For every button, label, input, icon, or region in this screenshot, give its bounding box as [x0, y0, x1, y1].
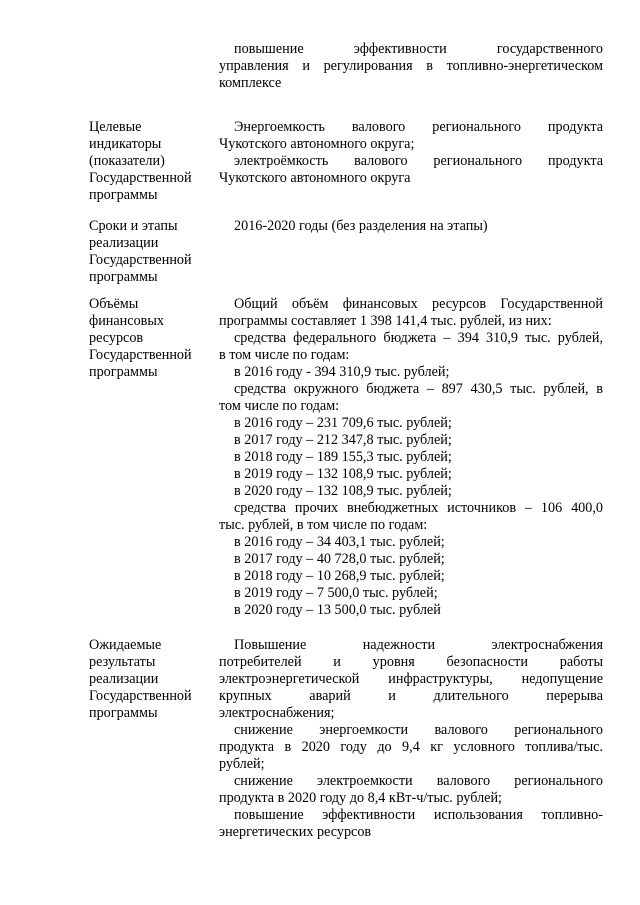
- paragraph: [219, 637, 603, 722]
- section-label: [89, 637, 214, 722]
- text-line: управления и регулирования в топливно-энергетическом: [219, 58, 603, 74]
- text-line: электроёмкость валового регионального продукта: [234, 153, 603, 169]
- text-line: в 2020 году – 13 500,0 тыс. рублей: [234, 602, 441, 618]
- text-line: в 2019 году – 132 108,9 тыс. рублей;: [234, 466, 452, 482]
- text-line: в 2017 году – 40 728,0 тыс. рублей;: [234, 551, 445, 567]
- paragraph: [219, 500, 603, 534]
- paragraph: [219, 449, 603, 466]
- text-line: продукта в 2020 году до 8,4 кВт-ч/тыс. рублей;: [219, 790, 502, 806]
- paragraph: [219, 483, 603, 500]
- text-line: рублей;: [219, 756, 265, 772]
- text-line: в 2019 году – 7 500,0 тыс. рублей;: [234, 585, 438, 601]
- label-line: Целевые: [89, 119, 142, 135]
- text-line: Чукотского автономного округа: [219, 170, 411, 186]
- text-line: электроэнергетической инфраструктуры, недопущение: [219, 671, 603, 687]
- label-line: программы: [89, 364, 158, 380]
- paragraph: [219, 330, 603, 364]
- text-line: повышение эффективности государственного: [234, 41, 603, 57]
- section-content: [219, 296, 603, 619]
- text-line: энергетических ресурсов: [219, 824, 372, 840]
- section-content: [219, 41, 603, 92]
- label-line: Государственной: [89, 347, 192, 363]
- paragraph: [219, 534, 603, 551]
- label-line: Государственной: [89, 688, 192, 704]
- text-line: комплексе: [219, 75, 282, 91]
- label-line: Государственной: [89, 170, 192, 186]
- text-line: Энергоемкость валового регионального продукта: [234, 119, 603, 135]
- text-line: электроснабжения;: [219, 705, 335, 721]
- label-line: реализации: [89, 671, 159, 687]
- text-line: снижение электроемкости валового регионального: [234, 773, 603, 789]
- text-line: в 2017 году – 212 347,8 тыс. рублей;: [234, 432, 452, 448]
- section-label: [89, 296, 214, 381]
- paragraph: [219, 218, 603, 235]
- paragraph: [219, 807, 603, 841]
- label-line: Государственной: [89, 252, 192, 268]
- section-label: [89, 119, 214, 204]
- paragraph: [219, 415, 603, 432]
- paragraph: [219, 381, 603, 415]
- label-line: программы: [89, 269, 158, 285]
- label-line: ресурсов: [89, 330, 144, 346]
- paragraph: [219, 773, 603, 807]
- text-line: снижение энергоемкости валового регионального: [234, 722, 603, 738]
- section-content: [219, 119, 603, 187]
- text-line: Повышение надежности электроснабжения: [234, 637, 603, 653]
- label-line: индикаторы: [89, 136, 162, 152]
- text-line: 2016-2020 годы (без разделения на этапы): [234, 218, 488, 234]
- text-line: Чукотского автономного округа;: [219, 136, 415, 152]
- text-line: в 2016 году – 34 403,1 тыс. рублей;: [234, 534, 445, 550]
- label-line: программы: [89, 705, 158, 721]
- paragraph: [219, 296, 603, 330]
- section-content: [219, 637, 603, 841]
- text-line: программы составляет 1 398 141,4 тыс. рублей, из них:: [219, 313, 552, 329]
- text-line: в 2016 году – 231 709,6 тыс. рублей;: [234, 415, 452, 431]
- text-line: продукта в 2020 году до 9,4 кг условного топлива/тыс.: [219, 739, 603, 755]
- text-line: тыс. рублей, в том числе по годам:: [219, 517, 428, 533]
- text-line: средства прочих внебюджетных источников – 106 400,0: [234, 500, 603, 516]
- text-line: том числе по годам:: [219, 398, 340, 414]
- paragraph: [219, 466, 603, 483]
- label-line: Сроки и этапы: [89, 218, 178, 234]
- label-line: результаты: [89, 654, 156, 670]
- paragraph: [219, 432, 603, 449]
- paragraph: [219, 364, 603, 381]
- label-line: Объёмы: [89, 296, 139, 312]
- text-line: потребителей и уровня безопасности работы: [219, 654, 603, 670]
- text-line: средства федерального бюджета – 394 310,9 тыс. рублей,: [234, 330, 603, 346]
- label-line: финансовых: [89, 313, 164, 329]
- label-line: (показатели): [89, 153, 165, 169]
- paragraph: [219, 585, 603, 602]
- text-line: Общий объём финансовых ресурсов Государственной: [234, 296, 603, 312]
- paragraph: [219, 41, 603, 92]
- section-content: [219, 218, 603, 235]
- text-line: в 2016 году - 394 310,9 тыс. рублей;: [234, 364, 450, 380]
- text-line: повышение эффективности использования топливно-: [234, 807, 603, 823]
- section-label: [89, 218, 214, 286]
- label-line: Ожидаемые: [89, 637, 162, 653]
- paragraph: [219, 551, 603, 568]
- text-line: в 2020 году – 132 108,9 тыс. рублей;: [234, 483, 452, 499]
- text-line: в том числе по годам:: [219, 347, 350, 363]
- text-line: крупных аварий и длительного перерыва: [219, 688, 603, 704]
- text-line: в 2018 году – 189 155,3 тыс. рублей;: [234, 449, 452, 465]
- label-line: программы: [89, 187, 158, 203]
- paragraph: [219, 568, 603, 585]
- text-line: средства окружного бюджета – 897 430,5 тыс. рублей, в: [234, 381, 603, 397]
- paragraph: [219, 602, 603, 619]
- paragraph: [219, 722, 603, 773]
- text-line: в 2018 году – 10 268,9 тыс. рублей;: [234, 568, 445, 584]
- paragraph: [219, 153, 603, 187]
- paragraph: [219, 119, 603, 153]
- label-line: реализации: [89, 235, 159, 251]
